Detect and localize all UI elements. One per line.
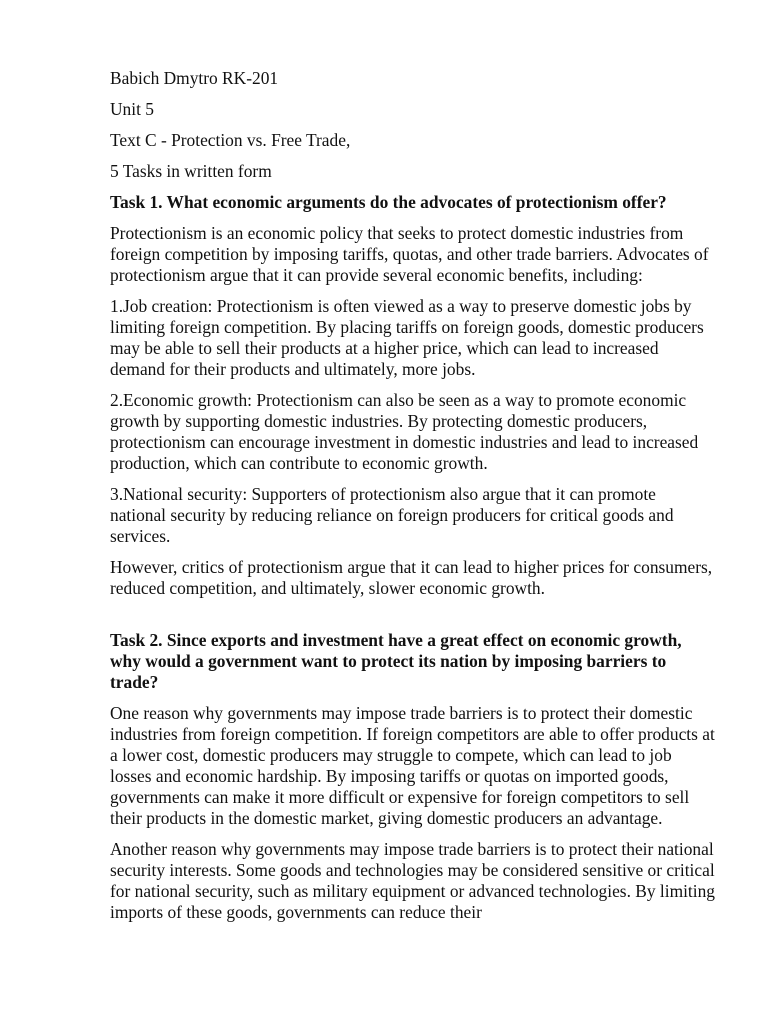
task2-heading: Task 2. Since exports and investment have a great effect on economic growth, why would a government want to protect its nation by imposing barriers to trade?: [110, 630, 682, 692]
author-line: Babich Dmytro RK-201: [110, 68, 279, 88]
task2-paragraph-domestic-industries: One reason why governments may impose trade barriers is to protect their domestic industries from foreign competition. If foreign competitors are able to offer products at a lower cost, domestic producers may struggle to compete, which can lead to job losses and economic hardship. By imposing tariffs or quotas on imported goods, governments can make it more difficult or expensive for foreign competitors to sell their products in the domestic market, giving domestic producers an advantage.: [110, 703, 715, 828]
task1-paragraph-critics: However, critics of protectionism argue that it can lead to higher prices for consumers, reduced competition, and ultimately, slower economic growth.: [110, 557, 713, 598]
task1-paragraph-national-security: 3.National security: Supporters of protectionism also argue that it can promote national security by reducing reliance on foreign producers for critical goods and services.: [110, 484, 674, 546]
tasks-note-line: 5 Tasks in written form: [110, 161, 272, 181]
section-spacer: [110, 609, 716, 630]
text-title-line: Text C - Protection vs. Free Trade,: [110, 130, 351, 150]
task1-paragraph-economic-growth: 2.Economic growth: Protectionism can also be seen as a way to promote economic growth by supporting domestic industries. By protecting domestic producers, protectionism can encourage investment in domestic industries and lead to increased production, which can contribute to economic growth.: [110, 390, 699, 473]
task1-paragraph-intro: Protectionism is an economic policy that seeks to protect domestic industries from foreign competition by imposing tariffs, quotas, and other trade barriers. Advocates of protectionism argue that it can provide several economic benefits, including:: [110, 223, 709, 285]
unit-line: Unit 5: [110, 99, 154, 119]
task1-paragraph-job-creation: 1.Job creation: Protectionism is often viewed as a way to preserve domestic jobs by limiting foreign competition. By placing tariffs on foreign goods, domestic producers may be able to sell their products at a higher price, which can lead to increased demand for their products and ultimately, more jobs.: [110, 296, 704, 379]
task2-paragraph-national-security: Another reason why governments may impose trade barriers is to protect their national security interests. Some goods and technologies may be considered sensitive or critical for national security, such as military equipment or advanced technologies. By limiting imports of these goods, governments can reduce their: [110, 839, 715, 922]
task1-heading: Task 1. What economic arguments do the advocates of protectionism offer?: [110, 192, 667, 212]
document-body: [110, 68, 716, 933]
